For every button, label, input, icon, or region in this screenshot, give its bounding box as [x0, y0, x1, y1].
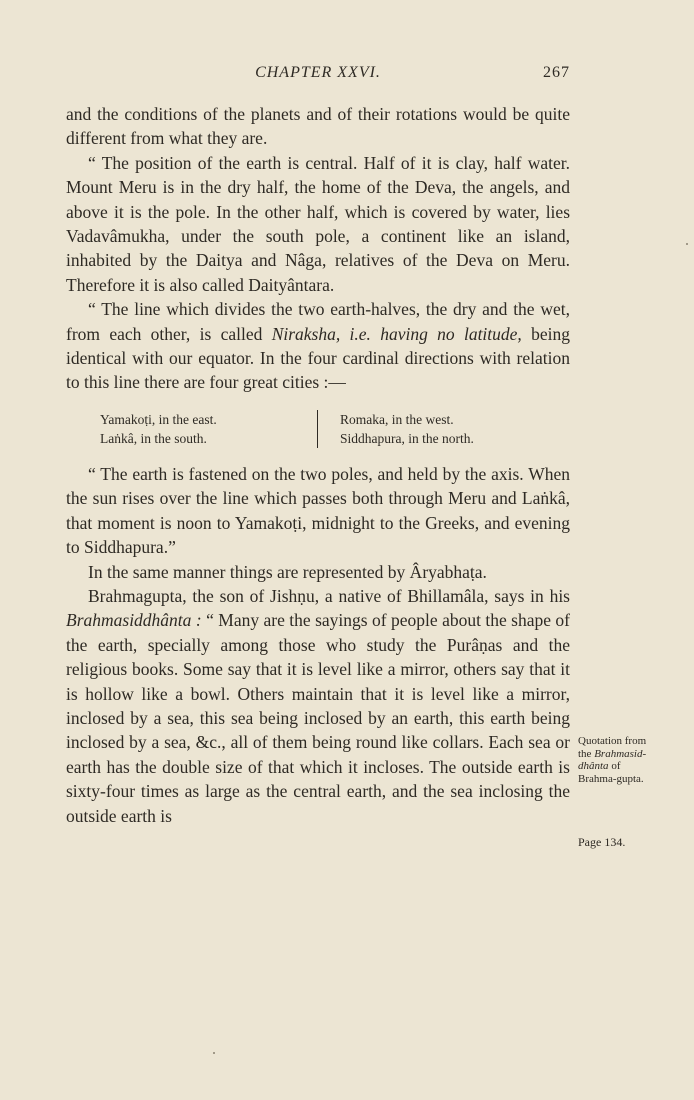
- paragraph-text: being identical with our equator. In the four cardinal directions with relation to this line there are four great cities :—: [66, 323, 570, 393]
- cities-column-left: [66, 410, 318, 448]
- margin-note-quotation: [578, 735, 658, 785]
- cities-table: [66, 410, 570, 448]
- cities-column-right: [318, 410, 570, 448]
- city-entry: Siddhapura, in the north.: [340, 430, 474, 446]
- paragraph: [66, 584, 570, 828]
- speck-mark: [213, 1052, 215, 1054]
- margin-note-text: of Brahma-gupta.: [578, 760, 644, 785]
- paragraph: and the conditions of the planets and of their rotations would be quite different from what they are.: [66, 104, 570, 149]
- speck-mark: [686, 243, 688, 245]
- italic-title: Brahmasiddhânta :: [66, 610, 202, 631]
- paragraph: In the same manner things are represented by Âryabhaṭa.: [88, 561, 487, 582]
- body-text: [66, 102, 570, 828]
- margin-note-italic: Brahmasid-dhânta: [578, 747, 647, 772]
- running-head: [66, 64, 570, 88]
- margin-note-page-ref: Page 134.: [578, 835, 626, 849]
- page-number: 267: [543, 64, 570, 81]
- paragraph-text: “ The line which divides the two earth-halves, the dry and the wet, from each other, is called: [66, 299, 570, 344]
- paragraph: “ The position of the earth is central. Half of it is clay, half water. Mount Meru is in the dry half, the home of the Deva, the angels, and above it is the pole. In the other half, which is covered by water, lies Vadavâmukha, under the south pole, a continent like an island, inhabited by the Daitya and Nâga, relatives of the Deva on Meru. Therefore it is also called Daityântara.: [66, 152, 570, 295]
- chapter-title: CHAPTER XXVI.: [255, 64, 381, 81]
- city-entry: Laṅkâ, in the south.: [100, 430, 207, 446]
- paragraph-text: “ Many are the sayings of people about the shape of the earth, specially among those who study the Purâṇas and the religious books. Some say that it is level like a mirror, others say that it is hollow like a bowl. Others maintain that it is level like a mirror, inclosed by a sea, this sea being inclosed by an earth, this earth being inclosed by a sea, &c., all of them being round like collars. Each sea or earth has the double size of that which it incloses. The outside earth is sixty-four times as large as the central earth, and the sea inclosing the outside earth is: [66, 610, 570, 826]
- city-entry: Yamakoṭi, in the east.: [100, 411, 217, 427]
- paragraph: [66, 297, 570, 395]
- margin-note-text: Quotation from the: [578, 735, 647, 760]
- italic-term: Niraksha, i.e. having no latitude,: [271, 323, 522, 344]
- paragraph: “ The earth is fastened on the two poles, and held by the axis. When the sun rises over the line which passes both through Meru and Laṅkâ, that moment is noon to Yamakoṭi, midnight to the Greeks, and evening to Siddhapura.”: [66, 463, 570, 558]
- paragraph-text: Brahmagupta, the son of Jishṇu, a native of Bhillamâla, says in his: [88, 585, 570, 606]
- city-entry: Romaka, in the west.: [340, 411, 454, 427]
